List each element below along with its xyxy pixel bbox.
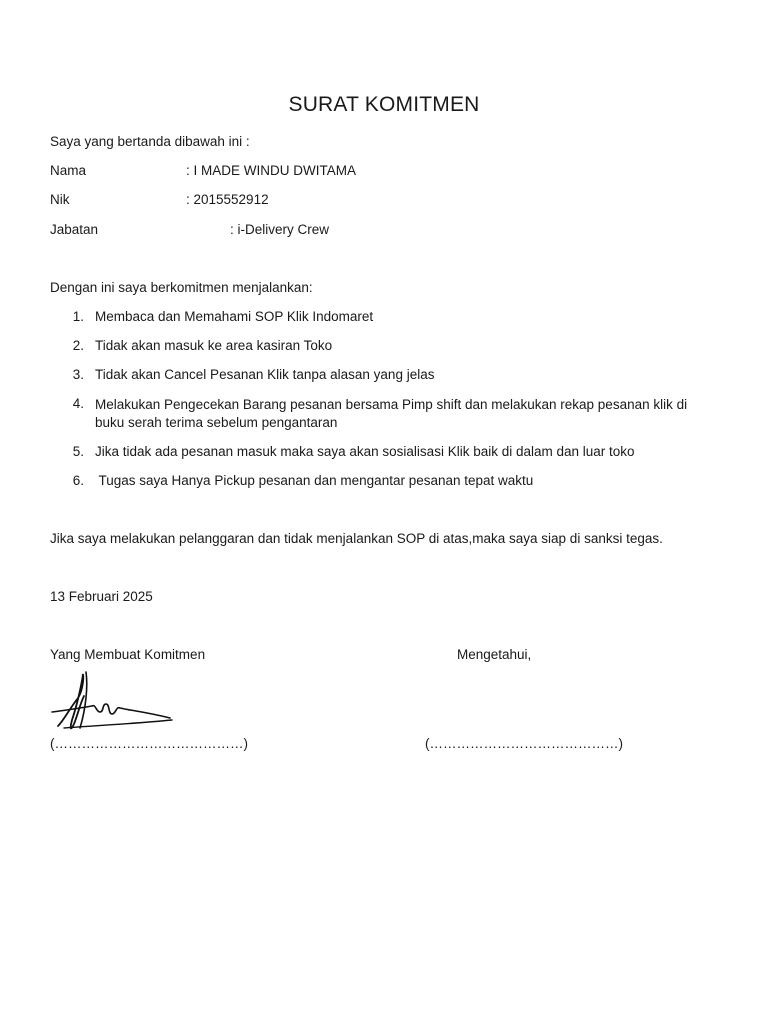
- list-item-number: 1.: [72, 309, 84, 324]
- list-item-text: Melakukan Pengecekan Barang pesanan bersama Pimp shift dan melakukan rekap pesanan klik di buku serah terima sebelum pengantaran: [95, 397, 688, 430]
- commitment-intro: Dengan ini saya berkomitmen menjalankan:: [50, 280, 313, 295]
- field-value-nama: : I MADE WINDU DWITAMA: [186, 163, 356, 178]
- field-label-nama: Nama: [50, 163, 87, 178]
- approver-label: Mengetahui,: [457, 647, 532, 662]
- list-item-number: 2.: [72, 338, 84, 353]
- sanction-text: Jika saya melakukan pelanggaran dan tidak menjalankan SOP di atas,maka saya siap di sanksi tegas.: [50, 531, 663, 546]
- list-item-text: Jika tidak ada pesanan masuk maka saya akan sosialisasi Klik baik di dalam dan luar toko: [95, 444, 635, 459]
- signer-label: Yang Membuat Komitmen: [50, 647, 206, 662]
- list-item-number: 5.: [72, 444, 84, 459]
- handwritten-signature: [50, 668, 180, 740]
- field-value-nik: : 2015552912: [186, 192, 269, 207]
- list-item-text: Tugas saya Hanya Pickup pesanan dan mengantar pesanan tepat waktu: [95, 473, 534, 488]
- document-date: 13 Februari 2025: [50, 589, 153, 604]
- approver-signature-line: (……………………………………): [425, 736, 623, 751]
- list-item-number: 6.: [72, 473, 84, 488]
- list-item-number: 3.: [72, 367, 84, 382]
- field-value-jabatan: : i-Delivery Crew: [230, 222, 330, 237]
- field-label-jabatan: Jabatan: [50, 222, 99, 237]
- list-item-text: Tidak akan Cancel Pesanan Klik tanpa alasan yang jelas: [95, 367, 435, 382]
- list-item-text: Membaca dan Memahami SOP Klik Indomaret: [95, 309, 374, 324]
- document-title: SURAT KOMITMEN: [288, 93, 480, 116]
- field-label-nik: Nik: [50, 192, 70, 207]
- signer-signature-line: (……………………………………): [50, 736, 248, 751]
- list-item-text: Tidak akan masuk ke area kasiran Toko: [95, 338, 333, 353]
- list-item-number: 4.: [72, 396, 84, 411]
- intro-text: Saya yang bertanda dibawah ini :: [50, 134, 250, 149]
